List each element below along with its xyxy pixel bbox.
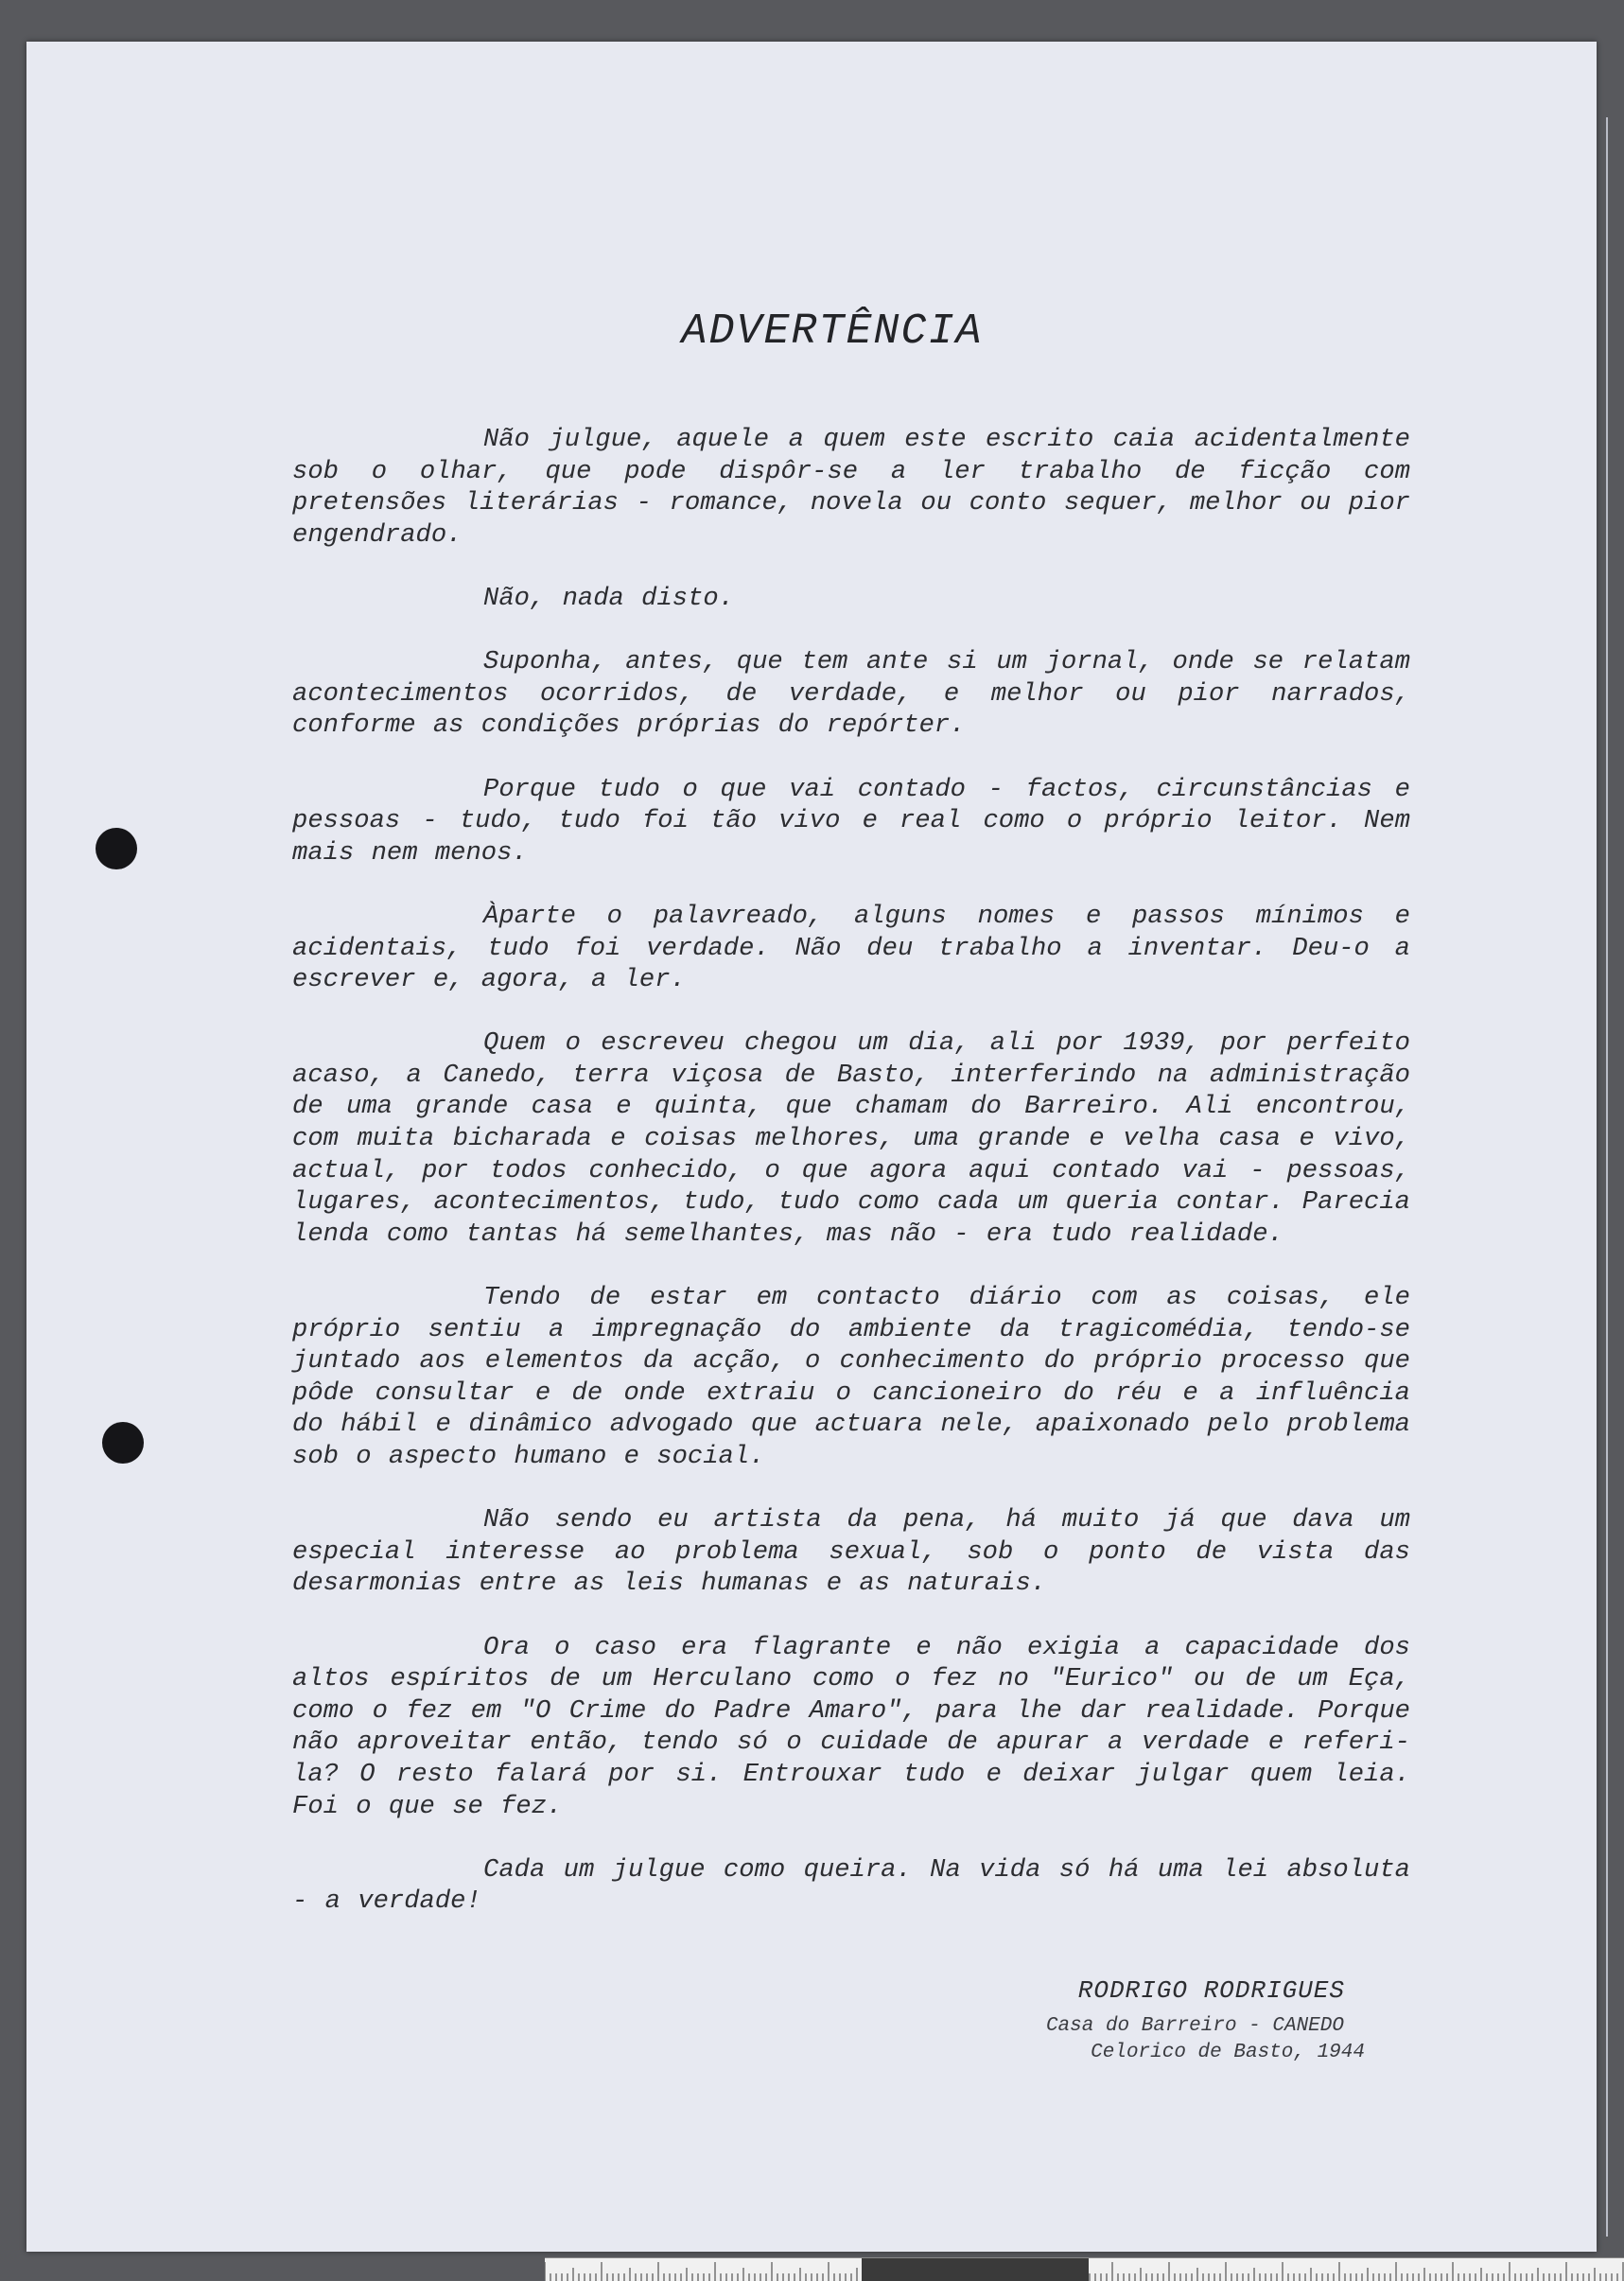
- ruler-ticks: [545, 2258, 1624, 2281]
- document-body: [292, 424, 1410, 1950]
- paragraph: Quem o escreveu chegou um dia, ali por 1939, por perfeito acaso, a Canedo, terra viçosa de Basto, interferindo na administração de uma grande casa e quinta, que chamam do Barreiro. Ali encontrou, com muita bicharada e coisas melhores, uma grande e velha casa e vivo, actual, por todos conhecido, o que agora aqui contado vai - pessoas, lugares, acontecimentos, tudo, tudo como cada um queria contar. Parecia lenda como tantas há semelhantes, mas não - era tudo realidade.: [292, 1028, 1410, 1249]
- paragraph: Suponha, antes, que tem ante si um jornal, onde se relatam acontecimentos ocorridos, de verdade, e melhor ou pior narrados, conforme as condições próprias do repórter.: [292, 647, 1410, 741]
- paragraph: Não julgue, aquele a quem este escrito caia acidentalmente sob o olhar, que pode dispôr-se a ler trabalho de ficção com pretensões literárias - romance, novela ou conto sequer, melhor ou pior engendrado.: [292, 425, 1410, 550]
- paragraph: Cada um julgue como queira. Na vida só há uma lei absoluta - a verdade!: [292, 1854, 1410, 1917]
- ruler-dark-band: [862, 2258, 1089, 2281]
- signature-name: RODRIGO RODRIGUES: [1077, 1976, 1345, 2005]
- paragraph: Tendo de estar em contacto diário com as coisas, ele próprio sentiu a impregnação do ambiente da tragicomédia, tendo-se juntado aos elementos da acção, o conhecimento do próprio processo que pôde consultar e de onde extraiu o cancioneiro do réu e a influência do hábil e dinâmico advogado que actuara nele, apaixonado pelo problema sob o aspecto humano e social.: [292, 1283, 1410, 1471]
- scale-ruler: [545, 2257, 1624, 2281]
- page-title: ADVERTÊNCIA: [681, 307, 984, 356]
- paragraph: Ora o caso era flagrante e não exigia a capacidade dos altos espíritos de um Herculano como o fez no "Eurico" ou de um Eça, como o fez em "O Crime do Padre Amaro", para lhe dar realidade. Porque não aproveitar então, tendo só o cuidade de apurar a verdade e referi-la? O resto falará por si. Entrouxar tudo e deixar julgar quem leia. Foi o que se fez.: [292, 1632, 1410, 1821]
- paragraph: Não sendo eu artista da pena, há muito já que dava um especial interesse ao problema sexual, sob o ponto de vista das desarmonias entre as leis humanas e as naturais.: [292, 1505, 1410, 1599]
- paragraph: Porque tudo o que vai contado - factos, circunstâncias e pessoas - tudo, tudo foi tão vivo e real como o próprio leitor. Nem mais nem menos.: [292, 774, 1410, 868]
- paragraph: Não, nada disto.: [483, 583, 735, 613]
- paragraph: Àparte o palavreado, alguns nomes e passos mínimos e acidentais, tudo foi verdade. Não deu trabalho a inventar. Deu-o a escrever e, agora, a ler.: [292, 901, 1410, 995]
- signature-place: Casa do Barreiro - CANEDO: [1045, 2015, 1344, 2037]
- signature-location-date: Celorico de Basto, 1944: [1091, 2042, 1365, 2063]
